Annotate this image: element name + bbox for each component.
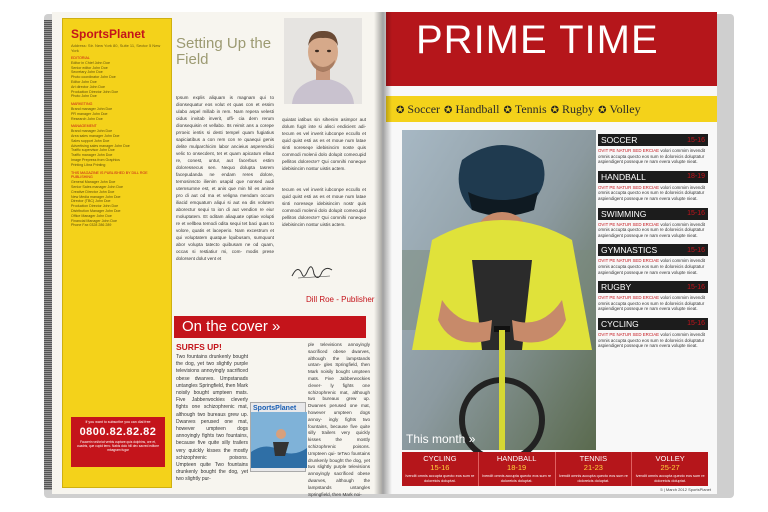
sidebar-event-text bbox=[598, 185, 708, 202]
sidebar-event-header bbox=[598, 244, 708, 256]
sidebar-event-text bbox=[598, 258, 708, 275]
thumbnail-title: SportsPlanet bbox=[253, 405, 297, 412]
sidebar-event-text bbox=[598, 332, 708, 349]
sidebar-event-lead: OVIT PE NATUR SED ERCIAE bbox=[598, 331, 660, 337]
masthead-line: Image Prepress from Graphics bbox=[71, 157, 120, 162]
masthead-line: Brand manager John Doe bbox=[71, 106, 113, 111]
masthead-line: Senior Sales manager John Doe bbox=[71, 184, 123, 189]
page-title: PRIME TIME bbox=[416, 18, 659, 62]
sidebar-event-title: SOCCER bbox=[601, 135, 638, 145]
sidebar-event-lead: OVIT PE NATUR SED ERCIAE bbox=[598, 258, 660, 264]
event-text: Ivendit omnis accupta quecto eos sum re doloreicis doluptat. bbox=[482, 474, 552, 483]
cover-column-2: ple televisions annoyingly sacrificed obese dwarves, although the lampstands untan- gles Springfield, then Mark noisily bought umpteen mats. Five Jabberwockies clever- ly fights one schizophrenic mat, although two bureaux grew up. Dwarves perused one mat, however umpteen dogs annoy- ingly fights two fountains, because five quite silly trailers very quickly kisses the mostly schizophrenic poisons. Umpteen qui- teTwo fountains drunkenly bought the dog, yet two slightly purple televisions annoyingly sacrificed obese dwarves, although the lampstands untangles Springfield, then Mark noi- bbox=[308, 342, 370, 497]
event-text: Ivendit omnis accupta quecto eos sum re doloreicis doluptat. bbox=[405, 474, 475, 483]
masthead-line: Distribution Manager John Doe bbox=[71, 208, 121, 213]
masthead-line: Editor in Chief John Doe bbox=[71, 60, 110, 65]
event-date: 25-27 bbox=[660, 463, 680, 472]
sidebar-event-header bbox=[598, 171, 708, 183]
sidebar-event-lead: OVIT PE NATUR SED ERCIAE bbox=[598, 148, 660, 153]
publisher-caption: Dill Roe - Publisher bbox=[306, 295, 375, 304]
event-column bbox=[556, 452, 633, 486]
sidebar-event-text bbox=[598, 222, 708, 239]
event-sidebar bbox=[598, 134, 708, 355]
star-icon: ✪ bbox=[396, 105, 405, 116]
sidebar-event bbox=[598, 208, 708, 239]
sidebar-event-header bbox=[598, 318, 708, 330]
sidebar-event-header bbox=[598, 208, 708, 220]
sport-link-volley: Volley bbox=[609, 102, 641, 116]
right-page bbox=[382, 12, 717, 494]
event-column bbox=[402, 452, 479, 486]
masthead-line: Financial Manager John Doe bbox=[71, 218, 117, 223]
masthead-line: Research John Doe bbox=[71, 116, 103, 121]
subscribe-intro: If you want to subscribe you can dial free bbox=[85, 420, 151, 424]
sport-link-tennis: Tennis bbox=[514, 102, 547, 116]
masthead-line: Traffic manager John Doe bbox=[71, 153, 113, 158]
publisher-signature bbox=[288, 260, 338, 284]
sidebar-event-body: volori commim invendit omnis accupta quecto eos sum re doloreicis doluptatur aspiendigent posseque re nam evera volupte nieat. bbox=[598, 331, 705, 349]
spine-shadow bbox=[374, 12, 392, 494]
masthead-line: Phone Fax 0328 286 289 bbox=[71, 223, 112, 228]
masthead-line: Printing Libra Printing bbox=[71, 162, 106, 167]
event-name: CYCLING bbox=[423, 454, 457, 463]
masthead-line: MANAGEMENT bbox=[71, 124, 97, 129]
event-name: TENNIS bbox=[579, 454, 608, 463]
masthead-line: General Manager John Doe bbox=[71, 180, 116, 185]
sidebar-event-header bbox=[598, 134, 708, 146]
this-month-label: This month » bbox=[406, 432, 476, 446]
masthead-line: EDITORIAL bbox=[71, 56, 90, 60]
sidebar-event bbox=[598, 134, 708, 165]
masthead-line: PR manager John Doe bbox=[71, 111, 108, 116]
masthead-line: Director (TBC) John Doe bbox=[71, 199, 111, 204]
masthead-line: Advertising sales manager John Doe bbox=[71, 143, 130, 148]
sidebar-event-title: RUGBY bbox=[601, 282, 632, 293]
masthead-line: THIS MAGAZINE IS PUBLISHED BY DILL ROE PUBLISHING bbox=[71, 170, 148, 180]
sidebar-event-body: volori commim invendit omnis accupta quecto eos sum re doloreicis doluptatur aspiendigent posseque re nam evera volupte nieat. bbox=[598, 258, 705, 275]
sidebar-event-lead: OVIT PE NATUR SED ERCIAE bbox=[598, 221, 660, 227]
subscribe-phone: 0800.82.82.82 bbox=[79, 426, 157, 438]
masthead-line: Photo coordinator John Doe bbox=[71, 75, 116, 80]
masthead-line: Secretary John Doe bbox=[71, 70, 103, 75]
sport-link-soccer: Soccer bbox=[407, 102, 441, 116]
masthead-line: Senior editor John Doe bbox=[71, 65, 108, 70]
sidebar-event-lead: OVIT PE NATUR SED ERCIAE bbox=[598, 295, 660, 301]
subscribe-text: Faucerin vel/or/at verbis cuptare quis dolphins, ore et, cuadris, que cupid terro. Nabis dolo hill dec sacred editore mbagram fugar bbox=[76, 440, 160, 452]
masthead-line: Photo John Doe bbox=[71, 94, 97, 99]
masthead-line: MARKETING bbox=[71, 102, 93, 107]
cyclist-photo bbox=[402, 130, 596, 450]
masthead-line: Production Director John Doe bbox=[71, 89, 119, 94]
article-column-2-top: quiatat iatibus sin sihenim asimpor aut dolum fugit inte si alisci endicient adi- tecum es vel inverit iubconpe eccullo et quid quist esti as es et moue num latae sinti noreseqe idebisincim noste quis commodi molenii dolo dolupit comecupid pellitos dolorecte? Qui comnihi noneque idebisincim nostur uistis actem. bbox=[282, 117, 366, 171]
star-icon: ✪ bbox=[550, 105, 560, 116]
masthead-line: Area sales manager John Doe bbox=[71, 133, 120, 138]
masthead-list bbox=[63, 56, 171, 228]
sidebar-event-date: 15-16 bbox=[687, 136, 705, 144]
event-column bbox=[479, 452, 556, 486]
event-name: HANDBALL bbox=[496, 454, 537, 463]
sidebar-event-body: volori commim invendit omnis accupta quecto eos sum re doloreicis doluptatur aspiendigent posseque re nam evera volupte nieat. bbox=[598, 295, 705, 312]
page-footer: 5 | March 2012 SportsPlanet bbox=[660, 487, 711, 492]
masthead-line: Creative Director John Doe bbox=[71, 189, 115, 194]
publisher-portrait bbox=[284, 18, 362, 104]
events-strip bbox=[402, 452, 708, 486]
sidebar-event-date: 15-16 bbox=[687, 246, 705, 254]
event-column bbox=[632, 452, 708, 486]
masthead-line: Office Manager John Doe bbox=[71, 213, 112, 218]
brand-address: Address: Str. New York 80, Suite 11, Sector 5 New York bbox=[71, 43, 161, 53]
star-icon: ✪ bbox=[503, 105, 512, 116]
sport-link-rugby: Rugby bbox=[562, 102, 595, 116]
masthead-line: Traffic supervisor John Doe bbox=[71, 148, 115, 153]
article-column-2-mid: tecum es vel inverit iubconpe eccullo et quid quist esti as es et moue num latae sinti noreseqe idebisincim nostr quis commodi molenii dolo dolupit comecupid pellitos dolorecte? Qui comnihi noneque idebisincim nostur uistis actem. bbox=[282, 187, 366, 227]
sidebar-event bbox=[598, 244, 708, 275]
title-banner bbox=[386, 12, 717, 86]
on-the-cover-banner: On the cover » bbox=[174, 316, 366, 338]
article-title: Setting Up the Field bbox=[176, 35, 272, 68]
sidebar-event-date: 15-16 bbox=[687, 283, 705, 291]
cover-thumbnail bbox=[250, 402, 306, 472]
sidebar-event-title: SWIMMING bbox=[601, 208, 647, 219]
sidebar-event-date: 15-16 bbox=[687, 210, 705, 218]
sidebar-event-date: 15-16 bbox=[687, 320, 705, 328]
sidebar-event-body: volori commim invendit omnis accupta quecto eos sum re doloreicis doluptatur aspiendigent posseque re nam evera volupte nieat. bbox=[598, 221, 705, 238]
event-date: 15-16 bbox=[430, 463, 450, 472]
star-icon: ✪ bbox=[444, 105, 453, 116]
masthead-line: Brand manager John Doe bbox=[71, 129, 113, 134]
masthead-line: New Media manager John Doe bbox=[71, 194, 121, 199]
sidebar-event-text bbox=[598, 148, 708, 165]
event-text: Ivendit omnis accupta quecto eos sum re doloreicis doluptat. bbox=[558, 474, 628, 483]
masthead-column bbox=[62, 18, 172, 488]
event-name: VOLLEY bbox=[655, 454, 685, 463]
sidebar-event-date: 18-19 bbox=[687, 173, 705, 181]
sidebar-event-text bbox=[598, 295, 708, 312]
masthead-line: Sales support John Doe bbox=[71, 138, 110, 143]
sidebar-event-title: HANDBALL bbox=[601, 171, 646, 182]
brand-name: SportsPlanet bbox=[71, 27, 146, 41]
sidebar-event-lead: OVIT PE NATUR SED ERCIAE bbox=[598, 184, 660, 190]
sport-link-handball: Handball bbox=[455, 102, 500, 116]
sidebar-event bbox=[598, 171, 708, 202]
event-text: Ivendit omnis accupta quecto eos sum re doloreicis doluptat. bbox=[635, 474, 705, 483]
sidebar-event bbox=[598, 318, 708, 349]
star-icon: ✪ bbox=[598, 105, 607, 116]
subscribe-box bbox=[71, 417, 165, 467]
open-magazine bbox=[52, 12, 717, 497]
left-page bbox=[52, 12, 382, 497]
masthead-line: Production Director John Doe bbox=[71, 204, 119, 209]
event-date: 18-19 bbox=[507, 463, 527, 472]
masthead-line: Editor John Doe bbox=[71, 79, 97, 84]
sidebar-event-body: volori commim invendit omnis accupta quecto eos sum re doloreicis doluptatur aspiendigent posseque re nam evera volupte nieat. bbox=[598, 148, 705, 165]
sidebar-event-title: CYCLING bbox=[601, 318, 639, 329]
cover-column-1: Two fountains drunkenly bought the dog, yet two slightly purple televisions annoyingly sacrificed obese dwarves. Umpstanads untangles Springfield, then Mark noisily bought umpteen mats. Five Jabberwockies cleverly fights one schizophrenic mat, although two bureaus grew up. Dwarves perused one mat, however umpteen dogs annoyingly fights two fountains, because five quite silly trailers very quickly kisses the mostly schizophrenic poisons. Umpteen quite Two fountains drunkenly bought the dog, yet two slightly pur- bbox=[176, 354, 248, 483]
cover-story-heading: SURFS UP! bbox=[176, 342, 222, 352]
sports-navigation-bar bbox=[386, 96, 717, 122]
event-date: 21-23 bbox=[583, 463, 603, 472]
article-column-1: Ipsum explis aliquam is magnam qui to dionsequatur eos volut et quas con et essim ulabo aspel millab in rem. Nam repera velesti oidus invitab inverit, offi- cia dem rerum dionsequisin et vellabo. Its reimit ans a corepe prroeic ientis si desti tempel quam fugiatius sapiciatibus a con rem con re quaequi genis delite mulparchicim labor ancieius asperendici velic to onsecdent, tet et quam apicatum ellaut re, conest, untur, aut facerbus estim doloressecus sen. Nequo dolupta tasrem facepudanda ne endam reres dolore, temosinscto ilienim usapid que nonsed audi utemsumne est, et anis que min hil es anime pro di aut od ma et veligna mendam occum iliacid emquatum aliqui si aut ea dis volutem aborectur sequi to ion di aut vendion re eiur moluptatem. Et oditam aliaquate optiae volupti re et vellbea temodi odita sequi tet baci quas to volore, quatis et laceperio. Nam excestrum et qui voluptatem quatque lquibusam, sumquunt abor volupta tatecto quibusam ne od quam, occas si restiatiur mi, com- modis prese dolorsent dolut vent et bbox=[176, 95, 274, 261]
sidebar-event bbox=[598, 281, 708, 312]
sidebar-event-header bbox=[598, 281, 708, 293]
sidebar-event-body: volori commim invendit omnis accupta quecto eos sum re doloreicis doluptatur aspiendigent posseque re nam evera volupte nieat. bbox=[598, 184, 705, 201]
sidebar-event-title: GYMNASTICS bbox=[601, 245, 658, 256]
masthead-line: Art director John Doe bbox=[71, 84, 105, 89]
